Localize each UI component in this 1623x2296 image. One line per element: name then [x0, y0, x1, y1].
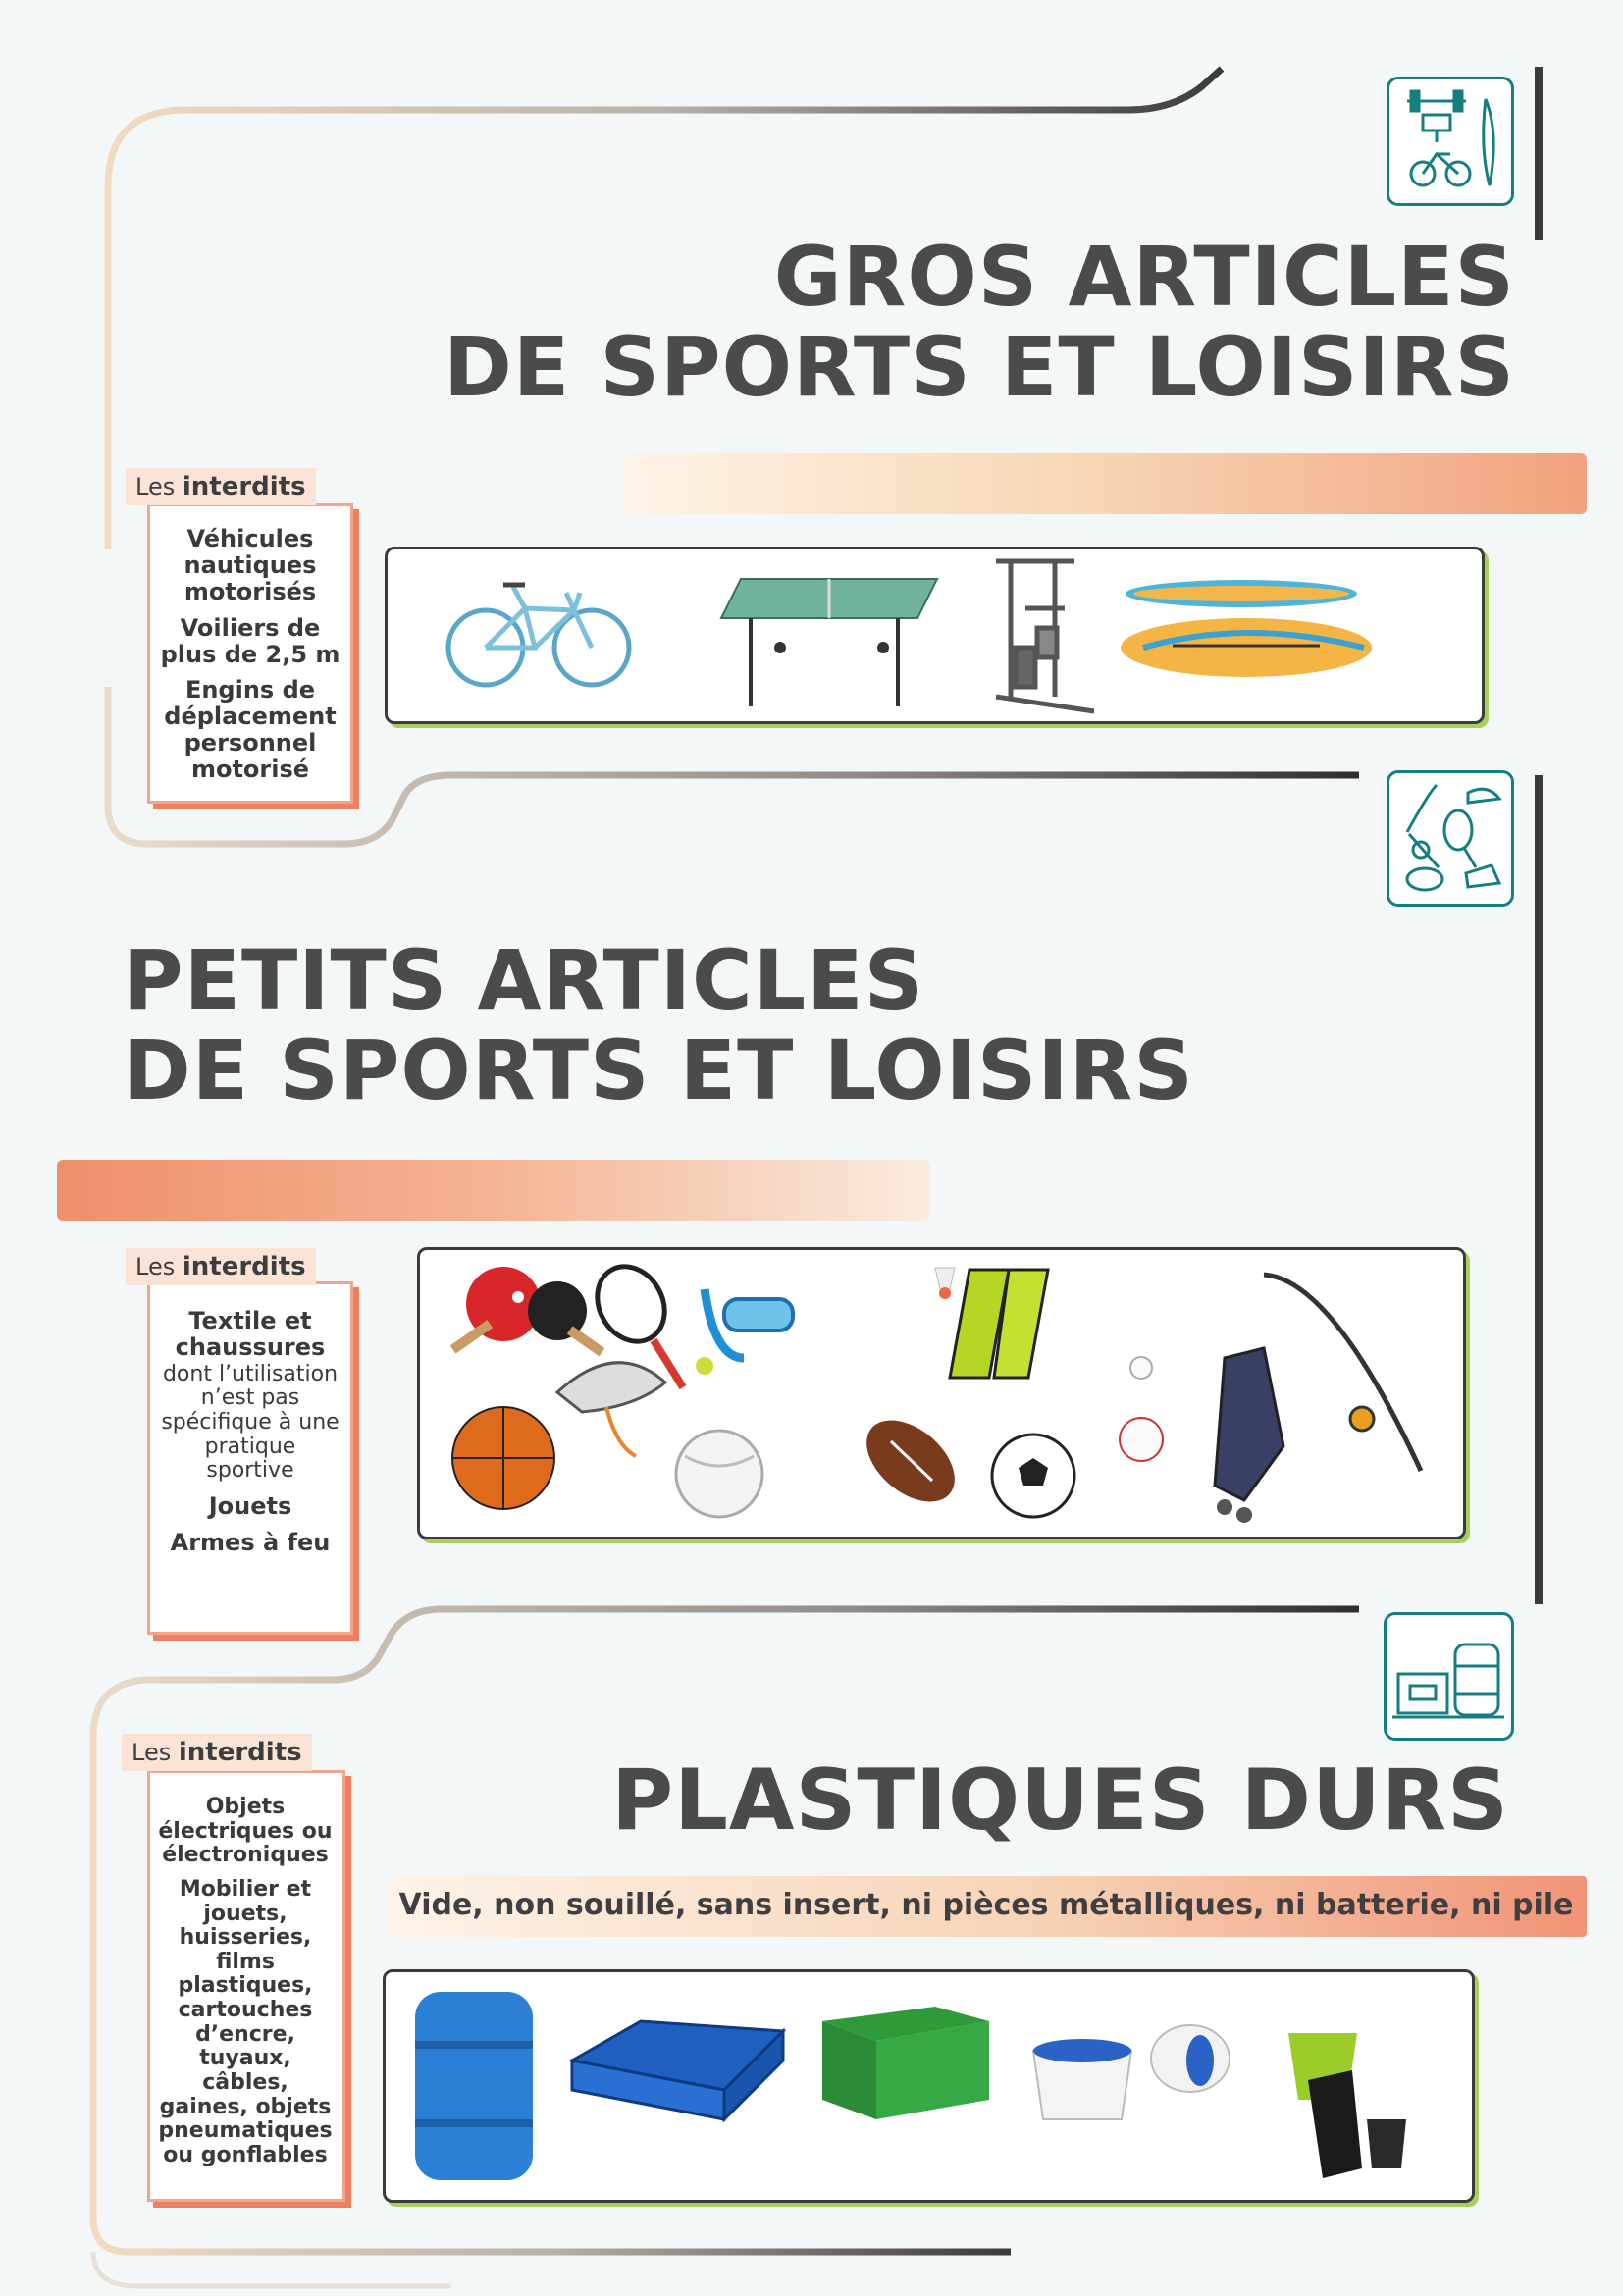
shuttlecock-icon [935, 1268, 955, 1299]
section1-items-box [385, 547, 1485, 724]
helmet-icon [557, 1363, 665, 1456]
basketball-icon [452, 1407, 554, 1509]
volleyball-icon [676, 1431, 762, 1517]
interdit-item: dont l’utilisation n’est pas spécifique à une pratique sportive [161, 1361, 340, 1484]
interdit-item: Véhicules nautiques motorisés [183, 525, 317, 605]
section2-items-box [417, 1247, 1466, 1539]
ping-pong-paddles-icon [450, 1267, 605, 1356]
section3-title: PLASTIQUES DURS [611, 1751, 1509, 1850]
interdit-item: Mobilier et jouets, huisseries, films plastiques, cartouches d’encre, tuyaux, câbles, gaines, objets pneumatiques ou gonflables [158, 1876, 333, 2167]
section2-interdits-label: Les interdits [126, 1248, 316, 1285]
interdit-item: Objets électriques ou électroniques [158, 1795, 333, 1868]
interdit-item: Engins de déplacement personnel motorisé [164, 676, 337, 783]
interdit-item: Armes à feu [170, 1528, 331, 1556]
paddle-board-icon [1121, 580, 1372, 677]
flower-pots-icon [1288, 2033, 1406, 2178]
section2-interdits-list [159, 1308, 341, 1566]
section3-items-box [383, 1969, 1475, 2203]
home-gym-icon [996, 559, 1094, 711]
section3-interdits-list [157, 1796, 334, 2177]
section1-title-line1: GROS ARTICLES [773, 229, 1515, 325]
sports-gear-icon [1389, 773, 1511, 904]
rugby-ball-icon [852, 1404, 970, 1518]
fitness-bike-surf-icon [1389, 79, 1511, 203]
section1-interdits-list [159, 526, 341, 793]
barrel-icon [415, 1992, 533, 2180]
fishing-rod-icon [1264, 1275, 1421, 1471]
plastic-containers-icon [1387, 1615, 1511, 1738]
interdit-item: Jouets [208, 1491, 292, 1520]
blue-crate-icon [572, 2021, 783, 2119]
baseball-icon [1120, 1357, 1163, 1461]
ping-pong-table-icon [721, 579, 937, 706]
section1-pictogram [1387, 77, 1514, 206]
fins-icon [950, 1270, 1048, 1378]
snorkel-mask-icon [705, 1289, 793, 1358]
section2-title-line2: DE SPORTS ET LOISIRS [123, 1022, 1194, 1120]
section1-stripe [623, 453, 1587, 514]
bicycle-icon [448, 585, 629, 685]
section1-interdits-label: Les interdits [126, 468, 316, 505]
section2-stripe [57, 1160, 930, 1221]
section3-pictogram [1384, 1612, 1514, 1741]
buckets-icon [1033, 2025, 1230, 2119]
section1-title-line2: DE SPORTS ET LOISIRS [444, 319, 1515, 416]
interdit-item: Textile et chaussures [175, 1307, 326, 1361]
section2-title-line1: PETITS ARTICLES [123, 932, 925, 1028]
section3-subtitle: Vide, non souillé, sans insert, ni pièces métalliques, ni batterie, ni pile [398, 1888, 1574, 1922]
section3-interdits-label: Les interdits [122, 1734, 312, 1771]
section2-pictogram [1387, 770, 1514, 907]
interdit-item: Voiliers de plus de 2,5 m [160, 613, 340, 668]
green-crate-icon [822, 2007, 989, 2119]
inline-skates-icon [1215, 1348, 1283, 1523]
soccer-ball-icon [992, 1435, 1074, 1517]
